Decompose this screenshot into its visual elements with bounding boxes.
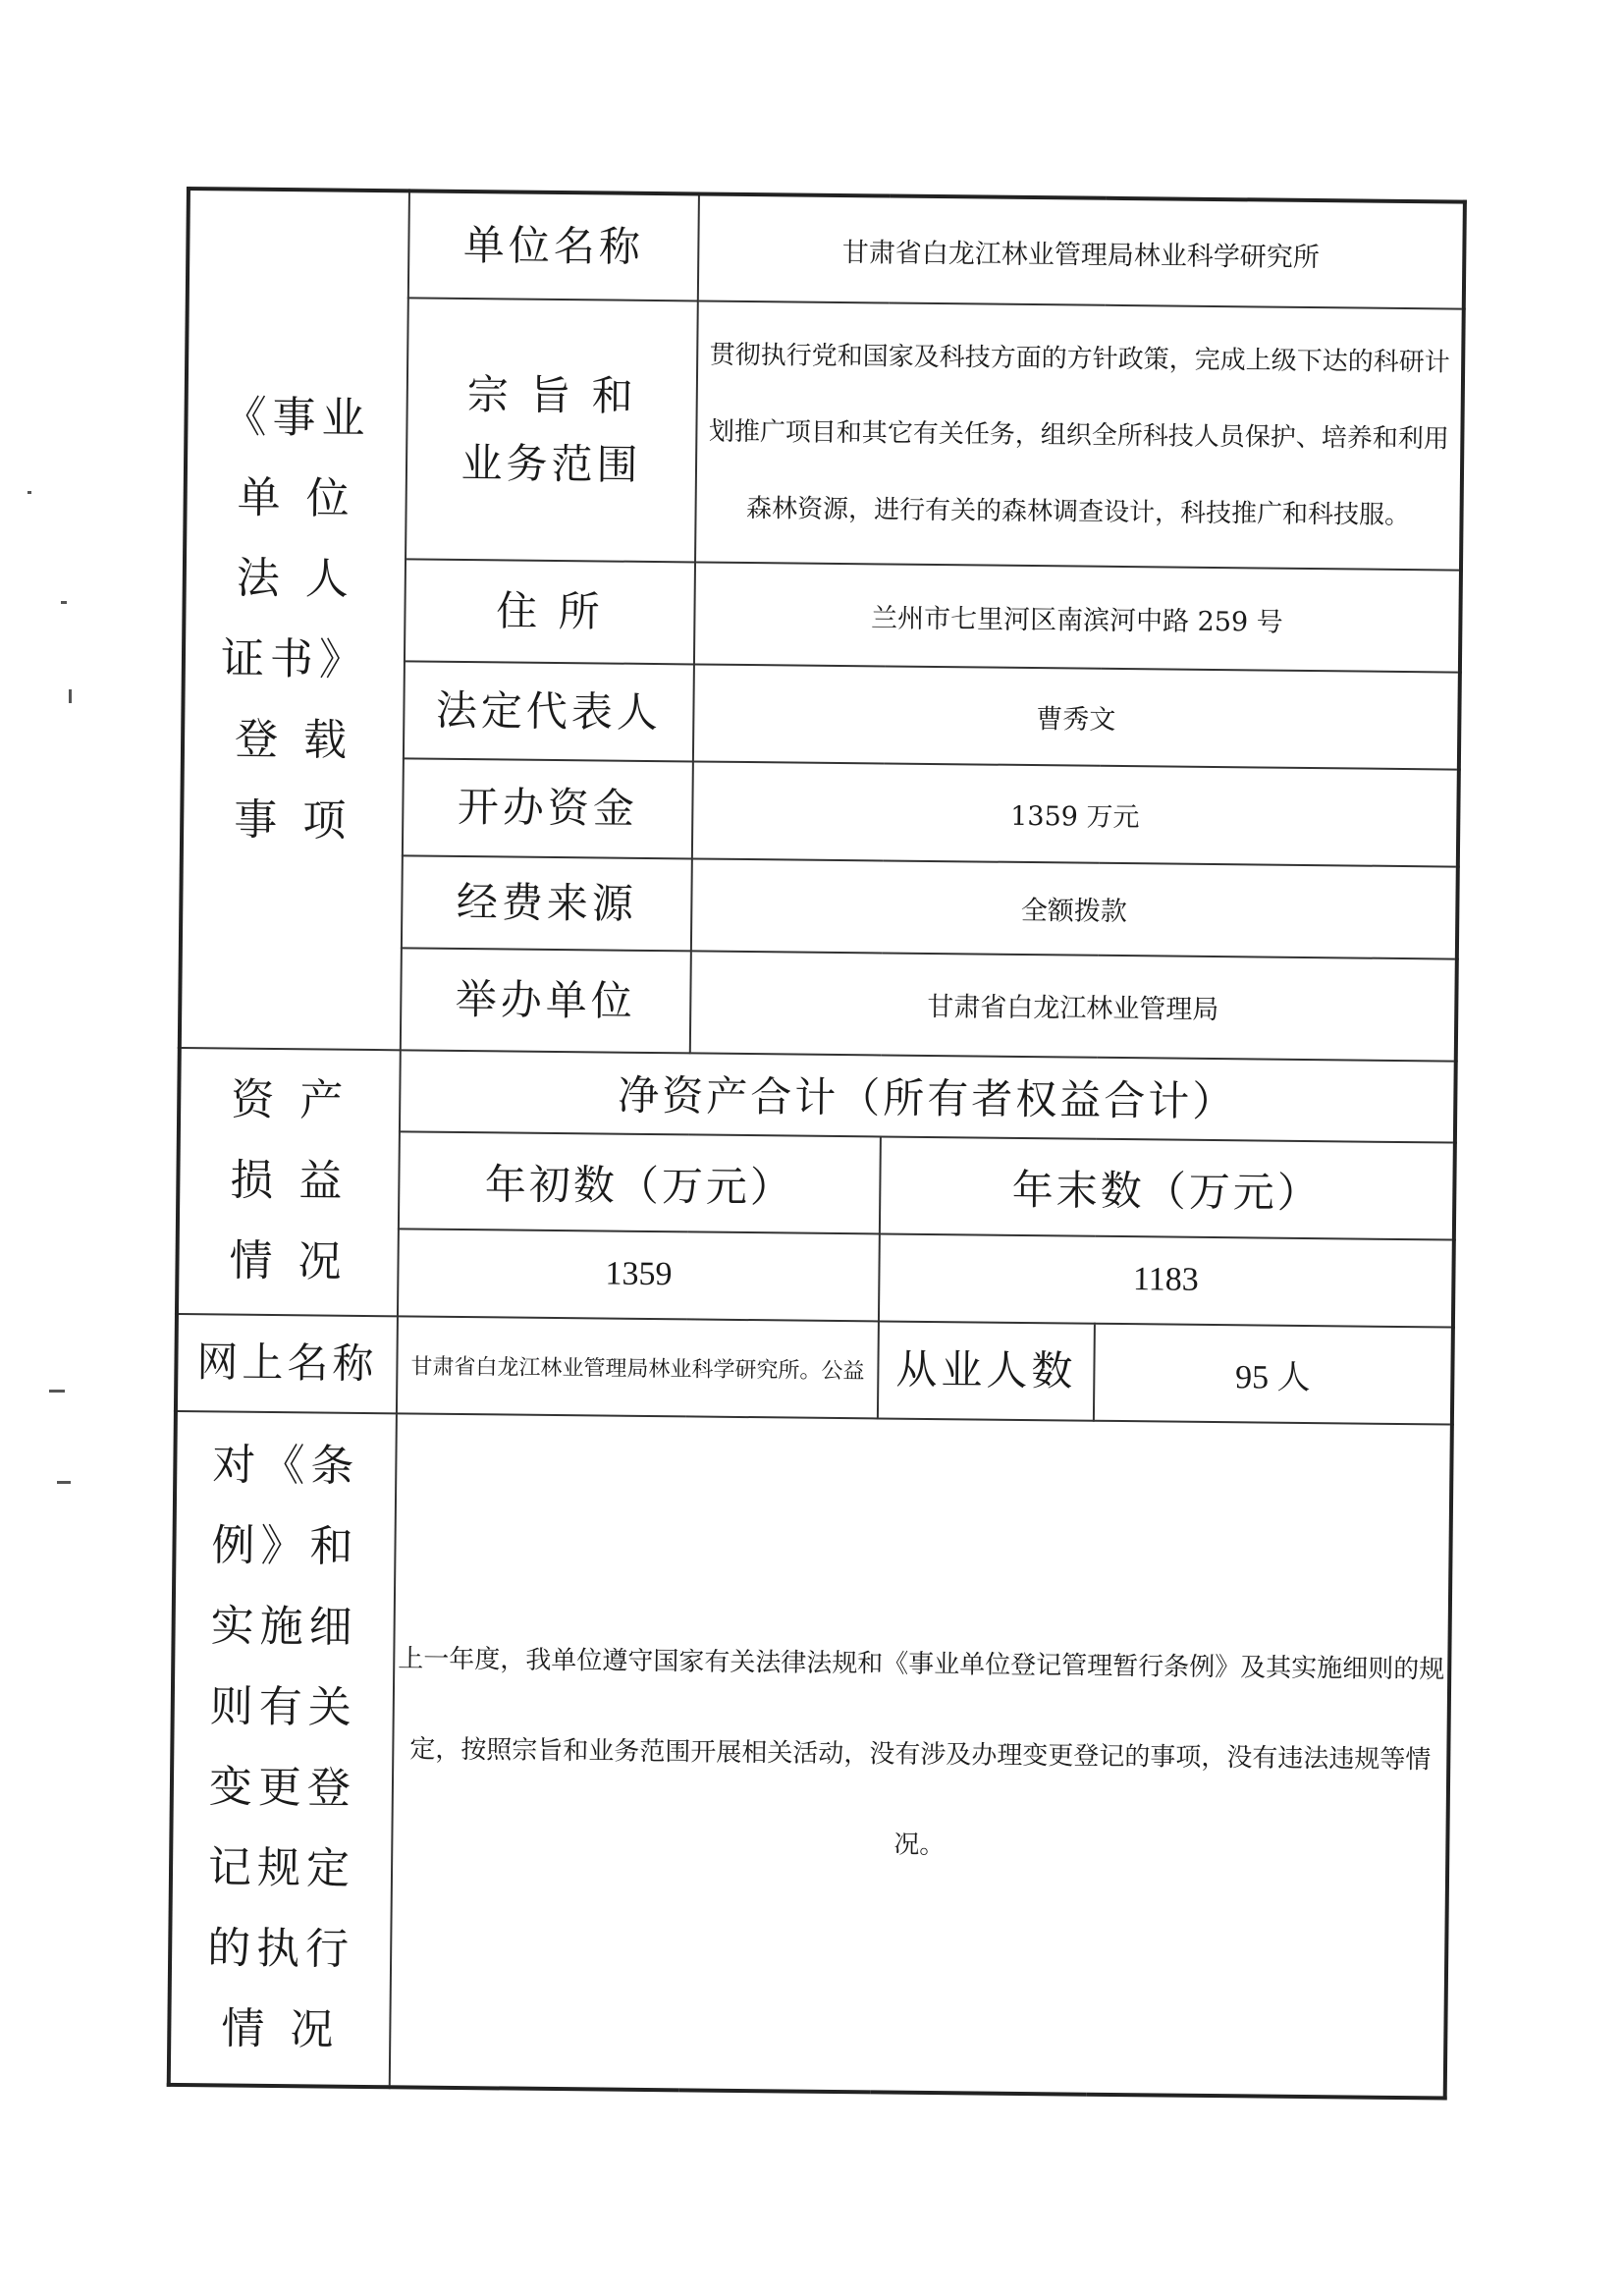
unit-name-value: 甘肃省白龙江林业管理局林业科学研究所	[698, 193, 1465, 309]
scan-speck	[69, 689, 72, 703]
scope-label: 宗 旨 和 业务范围	[406, 299, 698, 563]
scan-speck	[61, 601, 67, 604]
scan-speck	[49, 1390, 65, 1393]
year-begin-value: 1359	[398, 1229, 880, 1321]
staff-count-value: 95 人	[1094, 1323, 1453, 1424]
form-table	[167, 187, 1467, 2101]
online-name-label: 网上名称	[176, 1314, 398, 1413]
year-begin-label: 年初数（万元）	[399, 1131, 881, 1233]
unit-name-label: 单位名称	[408, 191, 699, 301]
scan-speck	[57, 1481, 71, 1484]
sponsor-value: 甘肃省白龙江林业管理局	[690, 951, 1457, 1061]
legal-rep-value: 曹秀文	[693, 665, 1460, 770]
capital-label: 开办资金	[403, 758, 693, 858]
compliance-statement: 上一年度，我单位遵守国家有关法律法规和《事业单位登记管理暂行条例》及其实施细则的规定，按照宗旨和业务范围开展相关活动，没有涉及办理变更登记的事项，没有违法违规等情况。	[390, 1413, 1452, 2099]
funding-value: 全额拨款	[691, 858, 1458, 958]
online-name-value: 甘肃省白龙江林业管理局林业科学研究所。公益	[397, 1316, 879, 1418]
year-end-label: 年末数（万元）	[880, 1137, 1455, 1240]
registration-section-label: 《事业 单 位 法 人 证书》 登 载 事 项	[180, 189, 409, 1050]
registration-form	[167, 187, 1463, 2101]
staff-count-label: 从业人数	[878, 1321, 1095, 1420]
scan-speck	[27, 491, 31, 494]
assets-section-label: 资 产 损 益 情 况	[177, 1048, 401, 1316]
sponsor-label: 举办单位	[401, 948, 691, 1053]
legal-rep-label: 法定代表人	[404, 661, 694, 761]
net-assets-heading: 净资产合计（所有者权益合计）	[400, 1050, 1456, 1143]
capital-value: 1359 万元	[692, 761, 1459, 866]
compliance-section-label: 对《条 例》和 实施细 则有关 变更登 记规定 的执行 情 况	[169, 1410, 397, 2087]
scope-value: 贯彻执行党和国家及科技方面的方针政策，完成上级下达的科研计划推广项目和其它有关任务，组织全所科技人员保护、培养和利用森林资源，进行有关的森林调查设计，科技推广和科技服。	[695, 301, 1464, 571]
address-value: 兰州市七里河区南滨河中路 259 号	[694, 562, 1461, 672]
funding-label: 经费来源	[402, 855, 692, 951]
address-label: 住 所	[405, 559, 695, 664]
year-end-value: 1183	[879, 1234, 1454, 1328]
